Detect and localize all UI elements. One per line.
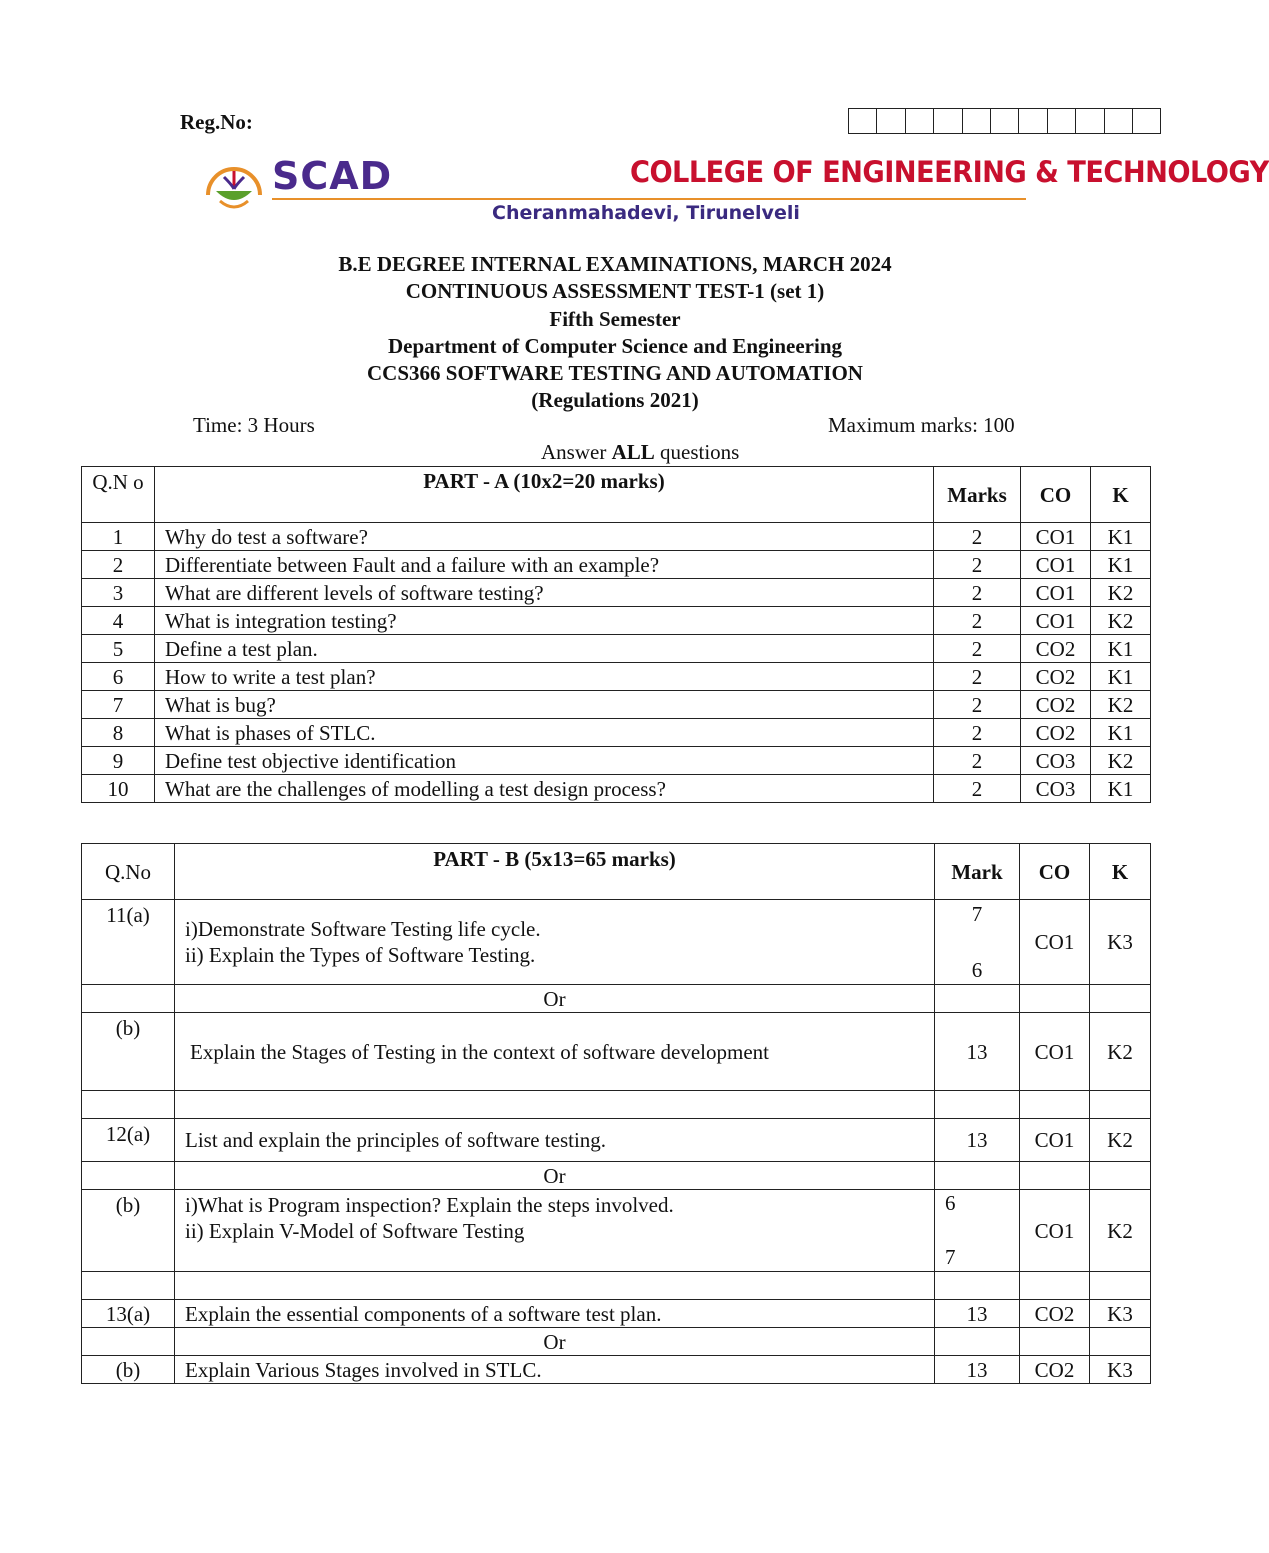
question-number: 6 [82, 663, 155, 691]
instructions [541, 440, 739, 465]
question-k: K1 [1091, 551, 1151, 579]
question-row [82, 1300, 1151, 1328]
part-a-body [82, 523, 1151, 803]
part-b-table [81, 843, 1151, 1384]
question-number: 2 [82, 551, 155, 579]
question-k: K1 [1091, 635, 1151, 663]
question-marks: 2 [934, 775, 1021, 803]
question-number: 5 [82, 635, 155, 663]
question-row [82, 1190, 1151, 1272]
or-label: Or [175, 1328, 935, 1356]
question-row [82, 1013, 1151, 1091]
question-k: K2 [1090, 1119, 1151, 1162]
question-text: What is bug? [155, 691, 934, 719]
question-row [82, 775, 1151, 803]
part-b-header-row [82, 844, 1151, 900]
question-marks: 13 [935, 1300, 1020, 1328]
question-co: CO1 [1020, 1013, 1090, 1091]
question-number: 12(a) [82, 1119, 175, 1162]
question-number: 11(a) [82, 900, 175, 985]
question-co: CO2 [1020, 1300, 1090, 1328]
question-k: K1 [1091, 775, 1151, 803]
question-row [82, 523, 1151, 551]
question-marks: 2 [934, 635, 1021, 663]
question-part-1: i)What is Program inspection? Explain the steps involved. [185, 1193, 674, 1217]
question-part-1: i)Demonstrate Software Testing life cycle. [185, 917, 541, 941]
question-marks: 2 [934, 719, 1021, 747]
question-k: K1 [1091, 663, 1151, 691]
question-row [82, 607, 1151, 635]
question-marks: 2 [934, 607, 1021, 635]
question-text: What is integration testing? [155, 607, 934, 635]
question-text: Explain Various Stages involved in STLC. [175, 1356, 935, 1384]
qno-header: Q.N o [82, 467, 155, 523]
question-number: (b) [82, 1356, 175, 1384]
question-k: K2 [1091, 607, 1151, 635]
question-marks: 2 [934, 551, 1021, 579]
question-number: 9 [82, 747, 155, 775]
exam-time: Time: 3 Hours [193, 413, 315, 437]
question-row [82, 551, 1151, 579]
marks-part-2: 7 [945, 1245, 956, 1269]
question-text: Explain the essential components of a software test plan. [175, 1300, 935, 1328]
question-part-2: ii) Explain the Types of Software Testing. [185, 943, 536, 967]
question-text: Define a test plan. [155, 635, 934, 663]
exam-title: B.E DEGREE INTERNAL EXAMINATIONS, MARCH 2024 [338, 252, 892, 276]
college-name: COLLEGE OF ENGINEERING & TECHNOLOGY [630, 155, 1269, 189]
k-header: K [1091, 467, 1151, 523]
question-text: Define test objective identification [155, 747, 934, 775]
max-marks: Maximum marks: 100 [828, 413, 1015, 437]
k-header: K [1090, 844, 1151, 900]
question-text: Explain the Stages of Testing in the context of software development [175, 1013, 935, 1091]
question-k: K3 [1090, 900, 1151, 985]
question-co: CO1 [1020, 1119, 1090, 1162]
question-co: CO2 [1021, 635, 1091, 663]
lamp-emblem-icon [200, 157, 268, 219]
instructions-suffix: questions [660, 440, 740, 464]
test-title: CONTINUOUS ASSESSMENT TEST-1 (set 1) [405, 279, 825, 303]
or-row [82, 1162, 1151, 1190]
question-row [82, 747, 1151, 775]
question-k: K2 [1091, 747, 1151, 775]
question-co: CO2 [1021, 719, 1091, 747]
question-number: 1 [82, 523, 155, 551]
question-number: 13(a) [82, 1300, 175, 1328]
question-row [82, 663, 1151, 691]
question-marks: 2 [934, 747, 1021, 775]
question-part-2: ii) Explain V-Model of Software Testing [185, 1219, 525, 1243]
question-text: What is phases of STLC. [155, 719, 934, 747]
part-b-title: PART - B (5x13=65 marks) [175, 844, 935, 900]
question-marks: 13 [935, 1356, 1020, 1384]
question-co: CO1 [1020, 900, 1090, 985]
question-text: How to write a test plan? [155, 663, 934, 691]
question-number: 4 [82, 607, 155, 635]
question-number: 10 [82, 775, 155, 803]
question-co: CO1 [1021, 523, 1091, 551]
question-marks: 2 [934, 579, 1021, 607]
question-text [175, 900, 935, 985]
department: Department of Computer Science and Engineering [388, 334, 842, 358]
marks-part-1: 6 [945, 1191, 956, 1215]
question-k: K2 [1090, 1013, 1151, 1091]
marks-header: Marks [934, 467, 1021, 523]
question-co: CO3 [1021, 747, 1091, 775]
question-text: Why do test a software? [155, 523, 934, 551]
or-label: Or [175, 985, 935, 1013]
reg-no-label: Reg.No: [180, 110, 253, 134]
question-co: CO1 [1021, 551, 1091, 579]
question-row [82, 691, 1151, 719]
question-row [82, 719, 1151, 747]
question-text: What are the challenges of modelling a test design process? [155, 775, 934, 803]
qno-header: Q.No [82, 844, 175, 900]
spacer-row [82, 1091, 1151, 1119]
question-number: (b) [82, 1013, 175, 1091]
question-marks [935, 900, 1020, 985]
question-marks: 2 [934, 691, 1021, 719]
co-header: CO [1020, 844, 1090, 900]
or-label: Or [175, 1162, 935, 1190]
question-marks: 2 [934, 523, 1021, 551]
question-k: K2 [1091, 579, 1151, 607]
reg-no-boxes[interactable] [848, 108, 1161, 134]
question-k: K3 [1090, 1300, 1151, 1328]
instructions-emphasis: ALL [611, 440, 655, 464]
question-co: CO2 [1020, 1356, 1090, 1384]
question-text: What are different levels of software testing? [155, 579, 934, 607]
question-co: CO2 [1021, 663, 1091, 691]
question-number: 8 [82, 719, 155, 747]
part-a-table [81, 466, 1151, 803]
question-marks: 13 [935, 1013, 1020, 1091]
question-co: CO3 [1021, 775, 1091, 803]
question-k: K1 [1091, 523, 1151, 551]
part-a-title: PART - A (10x2=20 marks) [155, 467, 934, 523]
question-row [82, 900, 1151, 985]
question-row [82, 579, 1151, 607]
college-logo [200, 154, 1269, 229]
question-row [82, 1119, 1151, 1162]
question-text: Differentiate between Fault and a failure with an example? [155, 551, 934, 579]
spacer-row [82, 1272, 1151, 1300]
marks-part-2: 6 [971, 958, 983, 982]
question-number: (b) [82, 1190, 175, 1272]
question-co: CO1 [1021, 579, 1091, 607]
course-title: CCS366 SOFTWARE TESTING AND AUTOMATION [367, 361, 863, 385]
instructions-prefix: Answer [541, 440, 607, 464]
part-a-header-row [82, 467, 1151, 523]
marks-part-1: 7 [971, 902, 983, 926]
co-header: CO [1021, 467, 1091, 523]
college-location: Cheranmahadevi, Tirunelveli [492, 202, 800, 224]
question-k: K2 [1090, 1190, 1151, 1272]
question-text: List and explain the principles of software testing. [175, 1119, 935, 1162]
logo-divider [272, 198, 1026, 200]
question-k: K2 [1091, 691, 1151, 719]
question-marks [935, 1190, 1020, 1272]
semester: Fifth Semester [549, 307, 681, 331]
question-number: 3 [82, 579, 155, 607]
question-k: K3 [1090, 1356, 1151, 1384]
or-row [82, 1328, 1151, 1356]
question-co: CO1 [1021, 607, 1091, 635]
regulations: (Regulations 2021) [531, 388, 699, 412]
brand-name: SCAD [272, 154, 393, 198]
question-row [82, 635, 1151, 663]
question-co: CO1 [1020, 1190, 1090, 1272]
question-k: K1 [1091, 719, 1151, 747]
question-marks: 13 [935, 1119, 1020, 1162]
question-row [82, 1356, 1151, 1384]
question-co: CO2 [1021, 691, 1091, 719]
or-row [82, 985, 1151, 1013]
marks-header: Mark [935, 844, 1020, 900]
question-number: 7 [82, 691, 155, 719]
question-text [175, 1190, 935, 1272]
question-marks: 2 [934, 663, 1021, 691]
